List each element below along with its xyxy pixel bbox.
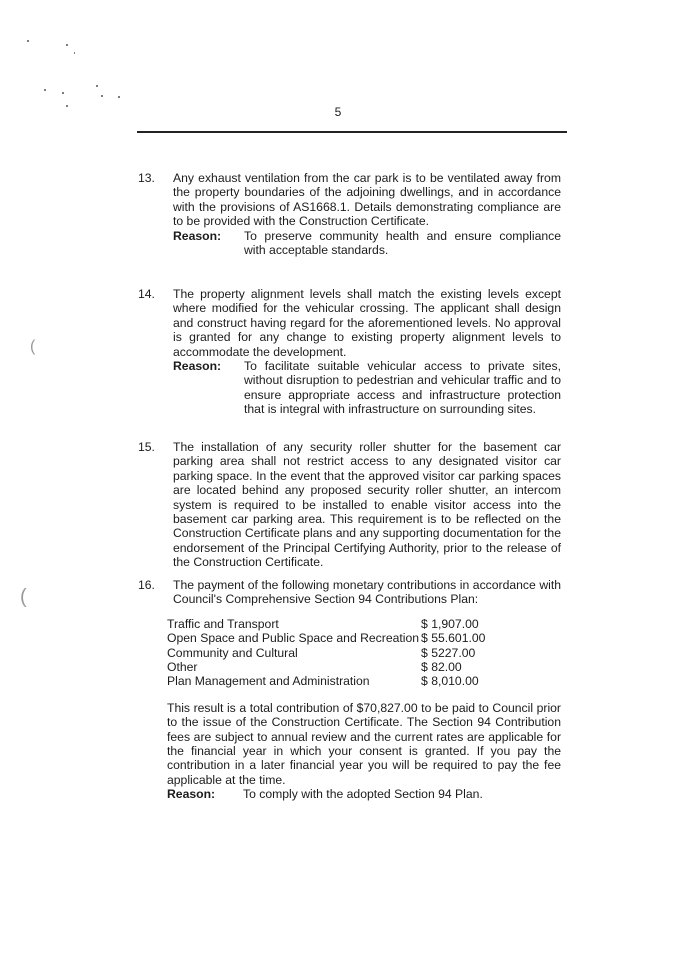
table-row (167, 646, 485, 660)
reason-text: To preserve community health and ensure compliance with acceptable standards. (244, 228, 561, 258)
contributions-table (167, 617, 485, 689)
condition-number: 16. (138, 578, 155, 592)
contribution-amount: $ 55.601.00 (421, 631, 486, 646)
contribution-label: Open Space and Public Space and Recreation (167, 631, 420, 646)
contribution-label: Traffic and Transport (167, 616, 279, 631)
contribution-amount: $ 8,010.00 (421, 674, 479, 689)
contribution-label: Other (167, 660, 198, 675)
condition-text: The installation of any security roller shutter for the basement car parking area shall not restrict access to any designated visitor car parking space. In the event that the approved visitor car parking spaces are located behind any proposed security roller shutter, an intercom system is required to be installed to enable visitor access into the basement car parking area. This requirement is to be reflected on the Construction Certificate plans and any supporting documentation for the endorsement of the Principal Certifying Authority, prior to the release of the Construction Certificate. (173, 440, 561, 570)
contribution-amount: $ 5227.00 (421, 645, 476, 660)
document-page: ( ( 5 13. Any exhaust ventilation from the car park is to be ventilated away from the property boundaries of the adjoining dwellings, and in accordance with the provisions of AS1668.1. Details demonstrating compliance are to be provided with the Construction Certificate. Reason: To preserve community health and ensure compliance with acceptable standards. 14. The property alignment levels shall match the existing levels except where modified for the vehicular crossing. The applicant shall design and construct having regard for the aforementioned levels. No approval is granted for any change to existing property alignment levels to accommodate the development. Reason: To facilitate suitable vehicular access to private sites, without disruption to pedestrian and vehicular traffic and to ensure appropriate access and infrastructure protection that is integral with infrastructure on surrounding sites. 15. The installation of any security roller shutter for the basement car parking area shall not restrict access to any designated visitor car parking space. In the event that the approved visitor car parking spaces are located behind any proposed security roller shutter, an intercom system is required to be installed to enable visitor access into the basement car parking area. This requirement is to be reflected on the Construction Certificate plans and any supporting documentation for the endorsement of the Principal Certifying Authority, prior to the release of the Construction Certificate. 16. The payment of the following monetary contributions in accordance with Council's Comprehensive Section 94 Contributions Plan: Traffic and Transport $ 1,907.00 Open Space and Public Space and Recreation $ 55.601.00 Community and Cultural $ 5227.00 Other $ 82.00 Plan Management and Administration $ 8,010.00 This result is a total contribution of $70,827.00 to be paid to Council prior to the issue of the Construction Certificate. The Section 94 Contribution fees are subject to annual review and the current rates are applicable for the financial year in which your consent is granted. If you pay the contribution in a later financial year you will be required to pay the fee applicable at the time. Reason: To comply with the adopted Section 94 Plan. (0, 0, 676, 956)
condition-number: 14. (138, 287, 155, 301)
header-rule (137, 131, 567, 133)
reason-label: Reason: (167, 787, 216, 802)
contribution-label: Community and Cultural (167, 645, 298, 660)
reason-label: Reason: (173, 228, 222, 243)
condition-text: The payment of the following monetary contributions in accordance with Council's Comprehensive Section 94 Contributions Plan: (173, 578, 561, 607)
table-row (167, 674, 485, 688)
condition-number: 15. (138, 440, 155, 454)
reason-text: To facilitate suitable vehicular access to private sites, without disruption to pedestrian and vehicular traffic and to ensure appropriate access and infrastructure protection that is integral with infrastructure on surrounding sites. (244, 359, 561, 417)
condition-number: 13. (138, 171, 155, 185)
reason-label: Reason: (173, 359, 222, 374)
contribution-paragraph: This result is a total contribution of $70,827.00 to be paid to Council prior to the issue of the Construction Certificate. The Section 94 Contribution fees are subject to annual review and the current rates are applicable for the financial year in which your consent is granted. If you pay the contribution in a later financial year you will be required to pay the fee applicable at the time. (167, 700, 561, 787)
condition-text: Any exhaust ventilation from the car park is to be ventilated away from the property boundaries of the adjoining dwellings, and in accordance with the provisions of AS1668.1. Details demonstrating compliance are to be provided with the Construction Certificate. (173, 171, 561, 229)
table-row (167, 631, 485, 645)
contribution-label: Plan Management and Administration (167, 674, 370, 689)
condition-text: The property alignment levels shall match the existing levels except where modified for the vehicular crossing. The applicant shall design and construct having regard for the aforementioned levels. No approval is granted for any change to existing property alignment levels to accommodate the development. (173, 287, 561, 359)
table-row (167, 617, 485, 631)
reason-text: To comply with the adopted Section 94 Plan. (243, 787, 483, 802)
contribution-amount: $ 82.00 (421, 660, 462, 675)
page-number: 5 (334, 105, 342, 119)
table-row (167, 660, 485, 674)
contribution-amount: $ 1,907.00 (421, 616, 479, 631)
